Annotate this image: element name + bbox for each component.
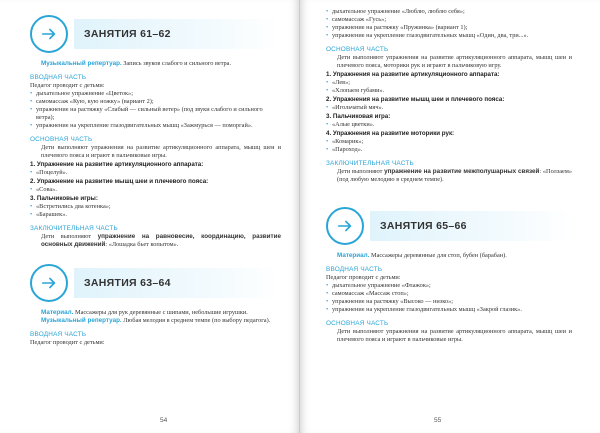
list-item: • «Лев»; — [326, 79, 572, 87]
lesson-header-65-66 — [326, 206, 572, 246]
list-item: • «Сова». — [30, 186, 281, 194]
main-lead: Дети выполняют упражнения на развитие артикуляционного аппарата, мышц шеи и плечевого пояса и играют в пальчиковые игры. — [337, 328, 572, 343]
list-item: • упражнение на растяжку «Пружинка» (вариант 1); — [326, 24, 572, 32]
section-heading-main: ОСНОВНАЯ ЧАСТЬ — [326, 46, 389, 53]
list-item: • «Комарик»; — [326, 138, 572, 146]
arrow-right-icon — [326, 207, 364, 245]
lesson-header-61-62 — [30, 14, 281, 54]
list-item: • «Поцелуй». — [30, 169, 281, 177]
section-heading-main: ОСНОВНАЯ ЧАСТЬ — [326, 320, 389, 327]
music-repertoire: Музыкальный репертуар. Запись звуков слабого и сильного ветра. — [41, 60, 232, 67]
list-item: • «Игольчатый мяч». — [326, 104, 572, 112]
list-item: • упражнение на укрепление глазодвигательных мышц «Закрой глазик». — [326, 306, 572, 314]
lesson-title: ЗАНЯТИЯ 61–62 — [74, 19, 281, 49]
section-heading-intro: ВВОДНАЯ ЧАСТЬ — [30, 74, 87, 81]
page-number: 54 — [160, 417, 168, 424]
main-lead: Дети выполняют упражнения на развитие артикуляционного аппарата, мышц шеи и плечевого пояса и играют в пальчиковые игры. — [41, 144, 281, 159]
final-text: Дети выполняют упражнение на равновесие, координацию, развитие основных движений: «Лошадка бьет копытом». — [41, 233, 281, 248]
materials: Материал. Массажеры для рук деревянные с шипами, небольшие игрушки. — [41, 309, 248, 316]
lesson-header-63-64 — [30, 263, 281, 303]
main-lead: Дети выполняют упражнения на развитие артикуляционного аппарата, мышц шеи и плечевого пояса, моторики рук и играют в пальчиковую игру. — [337, 54, 572, 69]
arrow-right-icon — [30, 15, 68, 53]
list-item: • упражнение на укрепление глазодвигательных мышц «Один, два, три...». — [326, 32, 572, 40]
list-item: • упражнение на укрепление глазодвигательных мышц «Зажмурься — поморгай». — [30, 122, 281, 130]
intro-lead: Педагог проводит с детьми: — [30, 82, 105, 89]
lesson-title: ЗАНЯТИЯ 65–66 — [370, 211, 572, 241]
section-heading-final: ЗАКЛЮЧИТЕЛЬНАЯ ЧАСТЬ — [30, 225, 118, 232]
list-item: • дыхательное упражнение «Люблю, люблю себя»; — [326, 8, 572, 16]
section-heading-intro: ВВОДНАЯ ЧАСТЬ — [30, 331, 87, 338]
arrow-right-icon — [30, 264, 68, 302]
list-item: • «Алые цветки». — [326, 121, 572, 129]
exercise-group-title: 2. Упражнение на развитие мышц шеи и плечевого пояса: — [30, 178, 209, 185]
list-item: • упражнение на растяжку «Слабый — сильный ветер» (под звуки слабого и сильного ветра); — [30, 106, 281, 122]
list-item: • самомассаж «Кую, кую ножку» (вариант 2); — [30, 98, 281, 106]
right-page — [300, 0, 600, 433]
music-repertoire: Музыкальный репертуар. Любая мелодия в среднем темпе (по выбору педагога). — [41, 317, 271, 324]
list-item: • «Встретились два котенка»; — [30, 203, 281, 211]
intro-lead: Педагог проводит с детьми: — [30, 339, 105, 346]
exercise-group-title: 1. Упражнения на развитие артикуляционного аппарата: — [326, 71, 500, 78]
list-item: • самомассаж «Гусь»; — [326, 16, 572, 24]
final-text: Дети выполняют упражнение на развитие межполушарных связей: «Ползаем» (под любую мелодию в среднем темпе). — [337, 168, 572, 183]
page-number: 55 — [434, 417, 442, 424]
materials: Материал. Массажеры деревянные для стоп, бубен (барабан). — [337, 252, 507, 259]
exercise-group-title: 4. Упражнения на развитие моторики рук: — [326, 130, 455, 137]
list-item: • «Хлопаем губами». — [326, 87, 572, 95]
list-item: • «Барашек». — [30, 211, 281, 219]
section-heading-final: ЗАКЛЮЧИТЕЛЬНАЯ ЧАСТЬ — [326, 160, 414, 167]
list-item: • самомассаж «Массаж стоп»; — [326, 290, 572, 298]
exercise-group-title: 1. Упражнение на развитие артикуляционного аппарата: — [30, 161, 204, 168]
exercise-group-title: 3. Пальчиковые игры: — [30, 195, 98, 202]
list-item: • дыхательное упражнение «Цветок»; — [30, 90, 281, 98]
list-item: • дыхательное упражнение «Флажок»; — [326, 282, 572, 290]
exercise-group-title: 2. Упражнения на развитие мышц шеи и плечевого пояса: — [326, 96, 505, 103]
section-heading-intro: ВВОДНАЯ ЧАСТЬ — [326, 266, 383, 273]
list-item: • «Пароход». — [326, 146, 572, 154]
intro-lead: Педагог проводит с детьми: — [326, 274, 401, 281]
lesson-title: ЗАНЯТИЯ 63–64 — [74, 268, 281, 298]
exercise-group-title: 3. Пальчиковая игра: — [326, 113, 391, 120]
list-item: • упражнение на растяжку «Высоко — низко»; — [326, 298, 572, 306]
section-heading-main: ОСНОВНАЯ ЧАСТЬ — [30, 136, 93, 143]
